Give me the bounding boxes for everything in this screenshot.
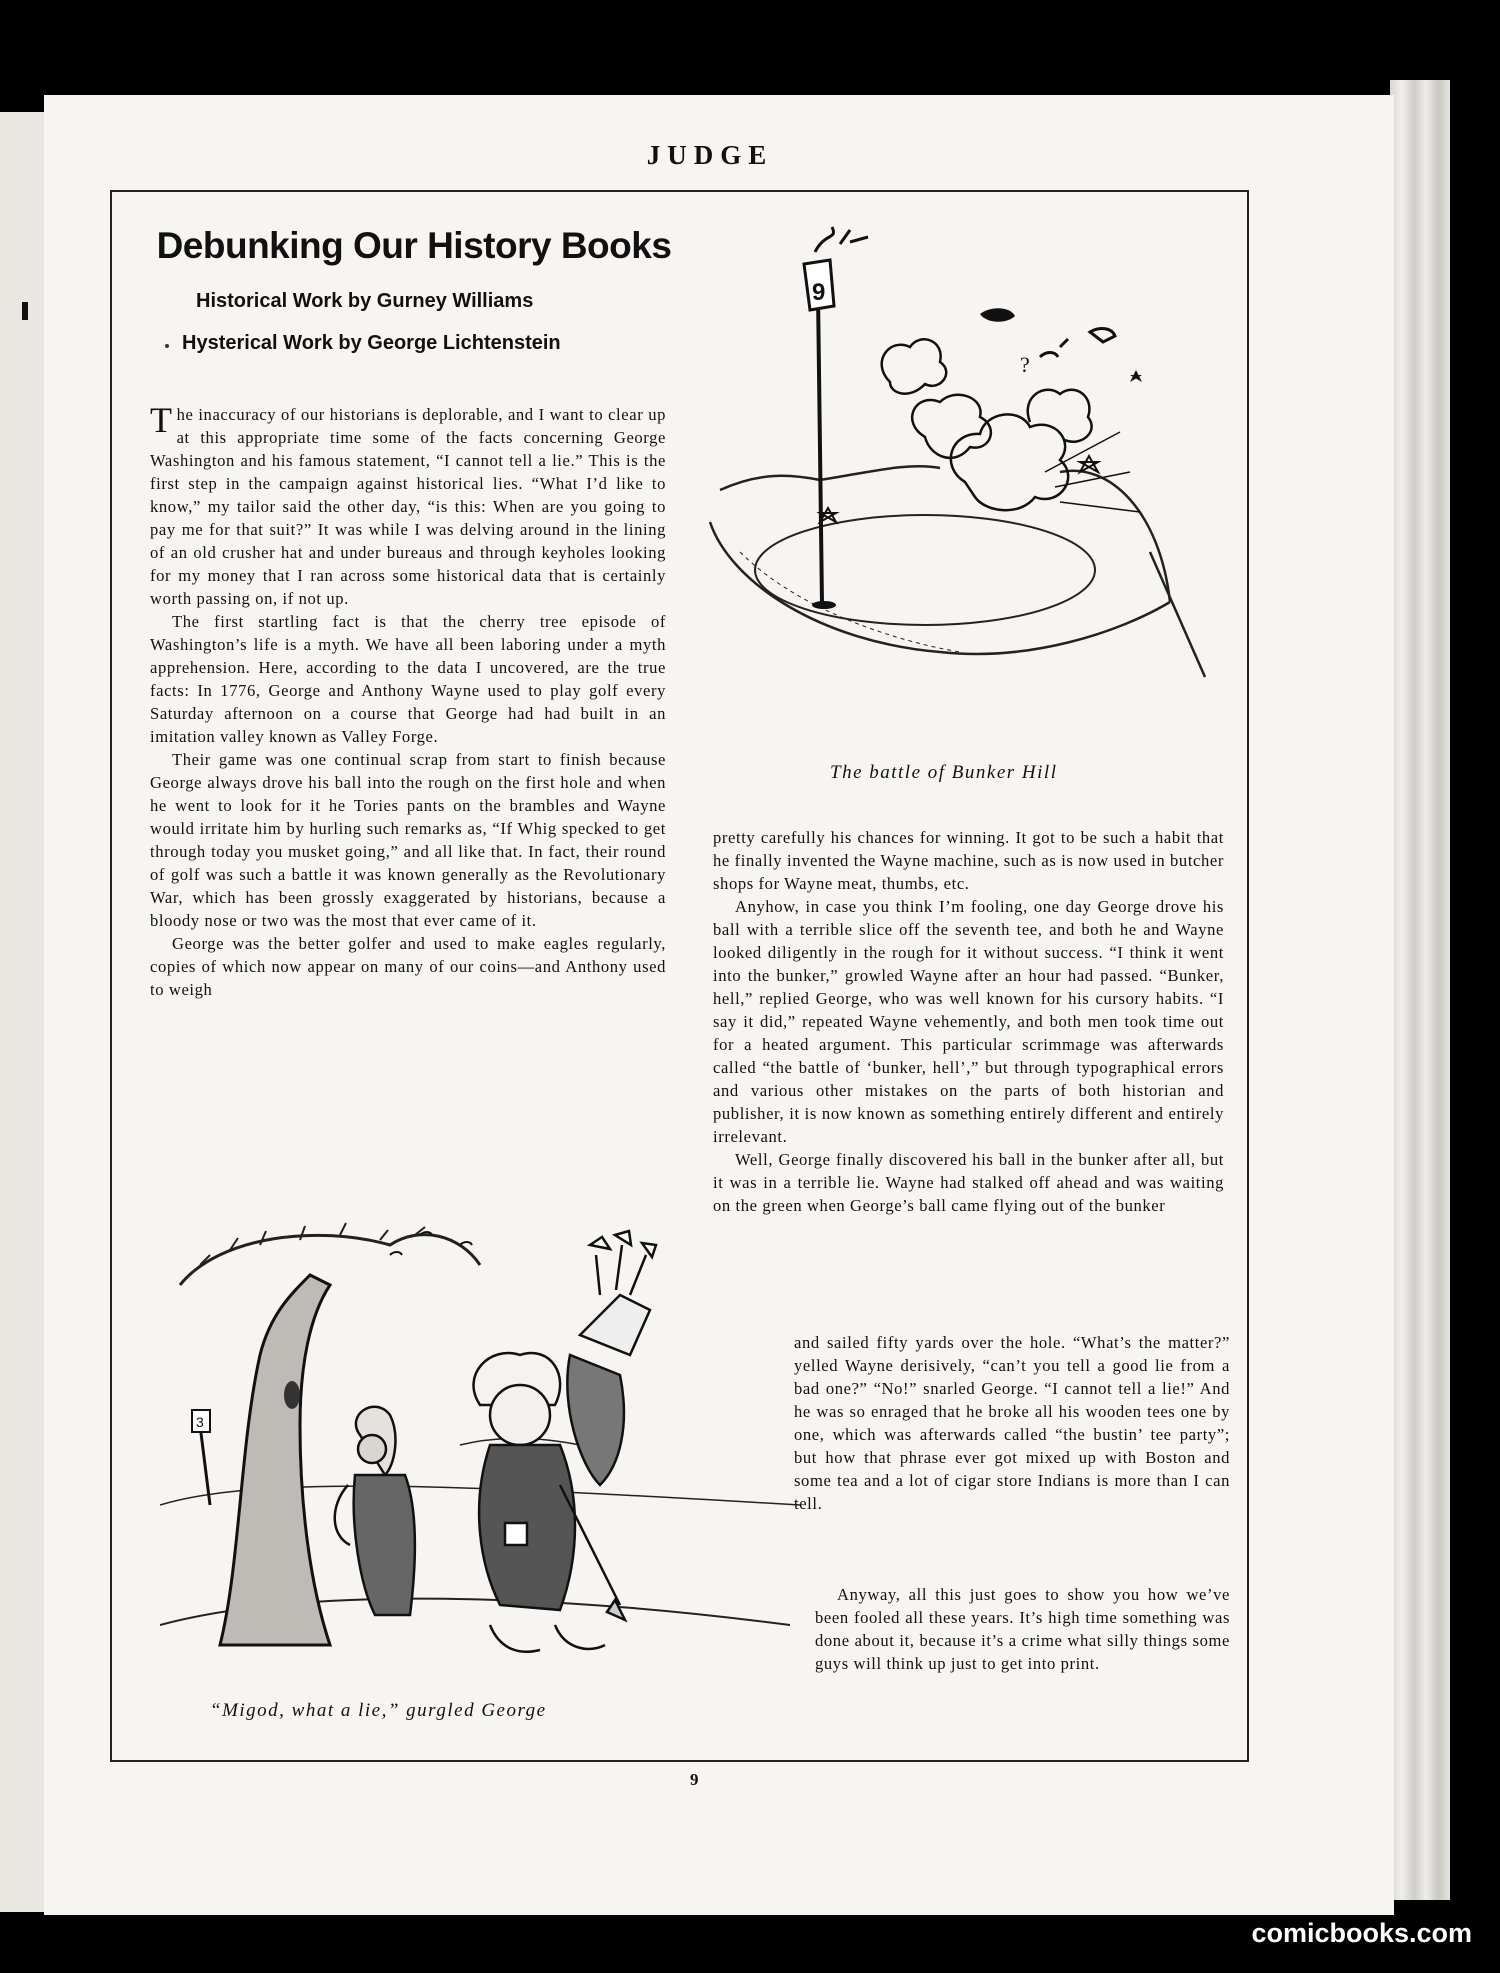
byline-author: Historical Work by Gurney Williams [196, 290, 534, 312]
paragraph: pretty carefully his chances for winning. It got to be such a habit that he finally invented the Wayne machine, such as is now used in butcher shops for Wayne meat, thumbs, etc. [713, 828, 1224, 893]
binding-mark [22, 302, 28, 320]
george-tree-illustration [160, 1205, 800, 1680]
caption-bunker-hill: The battle of Bunker Hill [830, 762, 1058, 783]
bunker-hill-illustration [700, 222, 1220, 742]
article-title: Debunking Our History Books [156, 225, 672, 266]
paragraph: Anyway, all this just goes to show you how we’ve been fooled all these years. It’s high time something was done about it, because it’s a crime what silly things some guys will think up just to get into print. [815, 1585, 1230, 1673]
paragraph: and sailed fifty yards over the hole. “What’s the matter?” yelled Wayne derisively, “can’t you tell a good lie from a bad one?” “No!” snarled George. “I cannot tell a lie!” And he was so enraged that he broke all his wooden tees one by one, which was afterwards called “the bustin’ tee party”; but how that phrase ever got mixed up with Boston and some tea and a lot of cigar store Indians is more than I can tell. [794, 1333, 1230, 1513]
paragraph: Anyhow, in case you think I’m fooling, one day George drove his ball with a terrible slice off the seventh tee, and both he and Wayne looked diligently in the rough for it without success. “I think it went into the bunker,” growled Wayne after an hour had passed. “Bunker, hell,” replied George, who was well known for his cursory habits. “I say it did,” repeated Wayne vehemently, and both men took time out for a heated argument. This particular scrimmage was afterwards called “the battle of ‘bunker, hell’,” but through typographical errors and various other mistakes on the parts of both historian and publisher, it is now known as something entirely different and entirely irrelevant. [713, 897, 1224, 1146]
caption-migod: “Migod, what a lie,” gurgled George [210, 1700, 547, 1721]
paragraph: The first startling fact is that the cherry tree episode of Washington’s life is a myth. We have all been laboring under a myth apprehension. Here, according to the data I uncovered, are the true facts: In 1776, George and Anthony Wayne used to play golf every Saturday afternoon on a course that George had had built in an imitation valley known as Valley Forge. [150, 612, 666, 746]
page-stack-edge [1390, 80, 1450, 1900]
drop-cap: T [150, 400, 173, 440]
right-column-upper [713, 826, 1224, 1217]
page-number: 9 [690, 1770, 699, 1789]
paragraph: Their game was one continual scrap from start to finish because George always drove his ball into the rough on the first hole and when he went to look for it he Tories pants on the brambles and Wayne would irritate him by hurling such remarks as, “If Whig specked to get through today you musket going,” and all like that. In fact, their round of golf was such a battle it was known generally as the Revolutionary War, which has been grossly exaggerated by historians, because a bloody nose or two was the most that ever came of it. [150, 750, 666, 930]
right-column-closing [815, 1583, 1230, 1675]
facing-page-edge [0, 112, 48, 1912]
tree-sign-number: 3 [196, 1414, 204, 1430]
running-head: JUDGE [646, 140, 774, 170]
right-column-lower [794, 1331, 1230, 1515]
paragraph: Well, George finally discovered his ball in the bunker after all, but it was in a terrible lie. Wayne had stalked off ahead and was waiting on the green when George’s ball came flying out of the bunker [713, 1150, 1224, 1215]
byline-bullet [165, 344, 169, 348]
svg-text:?: ? [1020, 352, 1030, 377]
flag-number: 9 [812, 279, 826, 306]
left-column [150, 400, 666, 1001]
byline-illustrator: Hysterical Work by George Lichtenstein [182, 332, 561, 354]
paragraph-text: he inaccuracy of our historians is deplorable, and I want to clear up at this appropriate time some of the facts concerning George Washington and his famous statement, “I cannot tell a lie.” This is the first step in the campaign against historical lies. “What I’d like to know,” my tailor said the other day, “is this: When are you going to pay me for that suit?” It was while I was delving around in the lining of an old crusher hat and under bureaus and through keyholes looking for my money that I ran across some historical data that is certainly worth passing on, if not up. [150, 405, 666, 608]
paragraph: George was the better golfer and used to make eagles regularly, copies of which now appear on many of our coins—and Anthony used to weigh [150, 934, 666, 999]
watermark: comicbooks.com [1251, 1918, 1472, 1948]
paragraph [150, 400, 666, 610]
